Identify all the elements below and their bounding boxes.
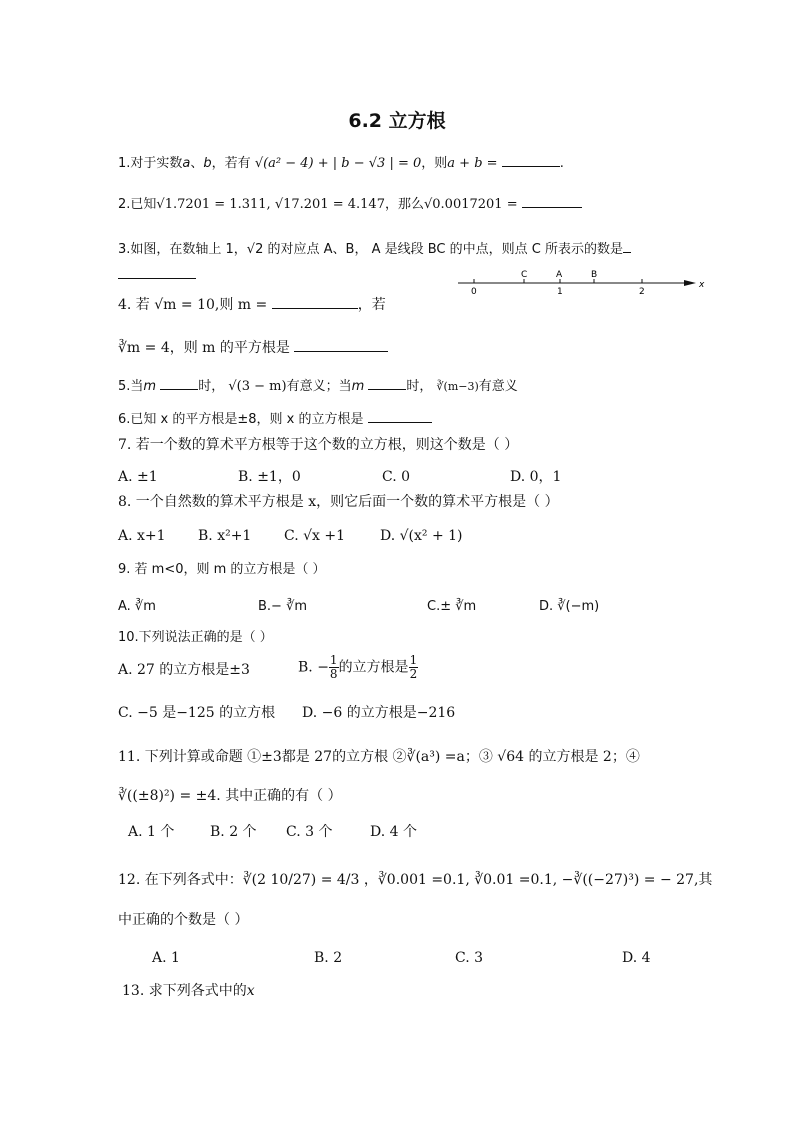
q6-text: 6.已知 x 的平方根是±8，则 x 的立方根是	[118, 412, 364, 427]
q11-option-c[interactable]: C. 3 个	[286, 824, 333, 840]
q1-var-b: b	[203, 156, 212, 171]
q8-option-d[interactable]: D. √(x² + 1)	[380, 528, 463, 544]
q9-option-c[interactable]: C.± ∛m	[427, 599, 477, 614]
question-11-line-1: 11. 下列计算或命题 ①±3都是 27的立方根 ②∛(a³) =a；③ √64 的立方根是 2；④	[118, 749, 640, 765]
q5-var-m-1: m	[143, 379, 157, 394]
tick-label-0: 0	[471, 287, 477, 296]
tick-label-2: 2	[639, 287, 645, 296]
q2-mid: ，那么	[384, 197, 424, 212]
q12-expression: ∛(2 10/27) = 4/3 ，∛0.001 =0.1, ∛0.01 =0.1, −∛((−27)³) = − 27,	[242, 872, 699, 888]
question-5	[118, 377, 518, 397]
q3-blank-end	[623, 240, 631, 253]
label-c: C	[521, 270, 528, 280]
q1-ask: a + b =	[447, 156, 498, 171]
question-4-part-1	[118, 295, 386, 315]
question-3	[118, 240, 631, 260]
q7-option-c[interactable]: C. 0	[382, 469, 411, 485]
q12-prefix: 12. 在下列各式中：	[118, 872, 243, 888]
q4-part1: 4. 若 √m = 10,则 m =	[118, 297, 268, 313]
q11-option-b[interactable]: B. 2 个	[210, 824, 257, 840]
q1-prefix: 1.对于实数	[118, 156, 183, 171]
question-11-line-2: ∛((±8)²) = ±4. 其中正确的有（ ）	[118, 788, 342, 804]
question-7: 7. 若一个数的算术平方根等于这个数的立方根，则这个数是（ ）	[118, 437, 519, 453]
q5-p1: 5.当	[118, 379, 144, 394]
q10-frac2-den: 2	[409, 667, 418, 681]
page-title: 6.2 立方根	[348, 110, 446, 132]
q1-sep: 、	[190, 156, 204, 171]
q2-prefix: 2.已知	[118, 197, 157, 212]
q10-frac1-num: 1	[329, 653, 338, 667]
q12-option-a[interactable]: A. 1	[152, 950, 180, 966]
q8-option-a[interactable]: A. x+1	[118, 528, 166, 544]
question-8: 8. 一个自然数的算术平方根是 x，则它后面一个数的算术平方根是（ ）	[118, 494, 559, 510]
q11-option-a[interactable]: A. 1 个	[128, 824, 175, 840]
q8-option-b[interactable]: B. x²+1	[198, 528, 252, 544]
q3-text: 3.如图，在数轴上 1，√2 的对应点 A、B， A 是线段 BC 的中点，则点 C 所表示的数是	[118, 242, 623, 257]
q10-frac1-den: 8	[329, 667, 338, 681]
q10-option-d[interactable]: D. −6 的立方根是−216	[302, 705, 456, 721]
tick-label-1: 1	[557, 287, 563, 296]
q12-tail: 其	[698, 872, 713, 888]
q5-expr1: √(3 − m)	[228, 379, 287, 394]
label-a: A	[556, 270, 563, 280]
q10-option-b[interactable]	[298, 654, 418, 681]
question-6	[118, 410, 432, 430]
q10-frac2-num: 1	[409, 653, 418, 667]
axis-label-x: x	[699, 280, 705, 290]
q10-fraction-1-2	[409, 654, 419, 681]
question-2	[118, 195, 582, 215]
q10-option-b-mid: 的立方根是	[338, 659, 409, 676]
q4-answer-blank-2[interactable]	[294, 339, 388, 352]
question-1	[118, 154, 564, 174]
q6-answer-blank[interactable]	[368, 410, 432, 423]
q4-part2: ∛m = 4，则 m 的平方根是	[118, 340, 290, 356]
q10-option-c[interactable]: C. −5 是−125 的立方根	[118, 705, 276, 721]
q5-p5: 有意义	[478, 379, 518, 394]
q1-end: .	[559, 156, 564, 171]
question-9: 9. 若 m<0，则 m 的立方根是（ ）	[118, 562, 326, 577]
q10-fraction-1-8	[329, 654, 339, 681]
q2-given: √1.7201 = 1.311, √17.201 = 4.147	[156, 197, 385, 212]
q12-option-b[interactable]: B. 2	[314, 950, 343, 966]
q11-option-d[interactable]: D. 4 个	[370, 824, 417, 840]
q4-part1-tail: ，若	[357, 297, 386, 313]
q10-option-b-prefix: B. −	[298, 659, 329, 676]
question-12-line-1	[118, 870, 712, 890]
q13-text: 13. 求下列各式中的	[122, 983, 247, 999]
q4-answer-blank-1[interactable]	[272, 296, 358, 309]
q5-p2: 时，	[198, 379, 225, 394]
q7-option-a[interactable]: A. ±1	[118, 469, 158, 485]
q5-var-m-2: m	[351, 379, 365, 394]
question-13	[122, 981, 255, 1001]
q2-answer-blank[interactable]	[522, 195, 582, 208]
q5-p3: 有意义；当	[286, 379, 352, 394]
q3-answer-blank[interactable]	[118, 278, 196, 279]
q7-option-d[interactable]: D. 0，1	[510, 469, 562, 485]
q8-option-c[interactable]: C. √x +1	[284, 528, 346, 544]
q12-option-d[interactable]: D. 4	[622, 950, 651, 966]
q9-option-b[interactable]: B.− ∛m	[258, 599, 308, 614]
label-b: B	[591, 270, 598, 280]
number-line-arrow	[684, 280, 696, 286]
q1-answer-blank[interactable]	[502, 154, 560, 167]
question-10: 10.下列说法正确的是（ ）	[118, 630, 273, 645]
q5-answer-blank-1[interactable]	[160, 377, 198, 390]
q1-expression: √(a² − 4) + | b − √3 | = 0	[254, 156, 422, 171]
q5-answer-blank-2[interactable]	[368, 377, 406, 390]
q5-expr2: ∛(m−3)	[436, 380, 479, 393]
q5-p4: 时，	[406, 379, 433, 394]
q7-option-b[interactable]: B. ±1，0	[238, 469, 301, 485]
q13-var-x: x	[246, 983, 255, 999]
q1-tail: ，则	[421, 156, 448, 171]
question-12-line-2: 中正确的个数是（ ）	[118, 912, 249, 928]
number-line-figure	[452, 262, 712, 296]
q1-mid: ，若有	[211, 156, 251, 171]
q9-option-d[interactable]: D. ∛(−m)	[539, 599, 600, 614]
question-4-part-2	[118, 338, 388, 358]
q9-option-a[interactable]: A. ∛m	[118, 599, 156, 614]
q1-var-a: a	[182, 156, 191, 171]
q10-option-a[interactable]: A. 27 的立方根是±3	[118, 662, 250, 678]
q2-ask: √0.0017201 =	[423, 197, 518, 212]
q12-option-c[interactable]: C. 3	[455, 950, 484, 966]
